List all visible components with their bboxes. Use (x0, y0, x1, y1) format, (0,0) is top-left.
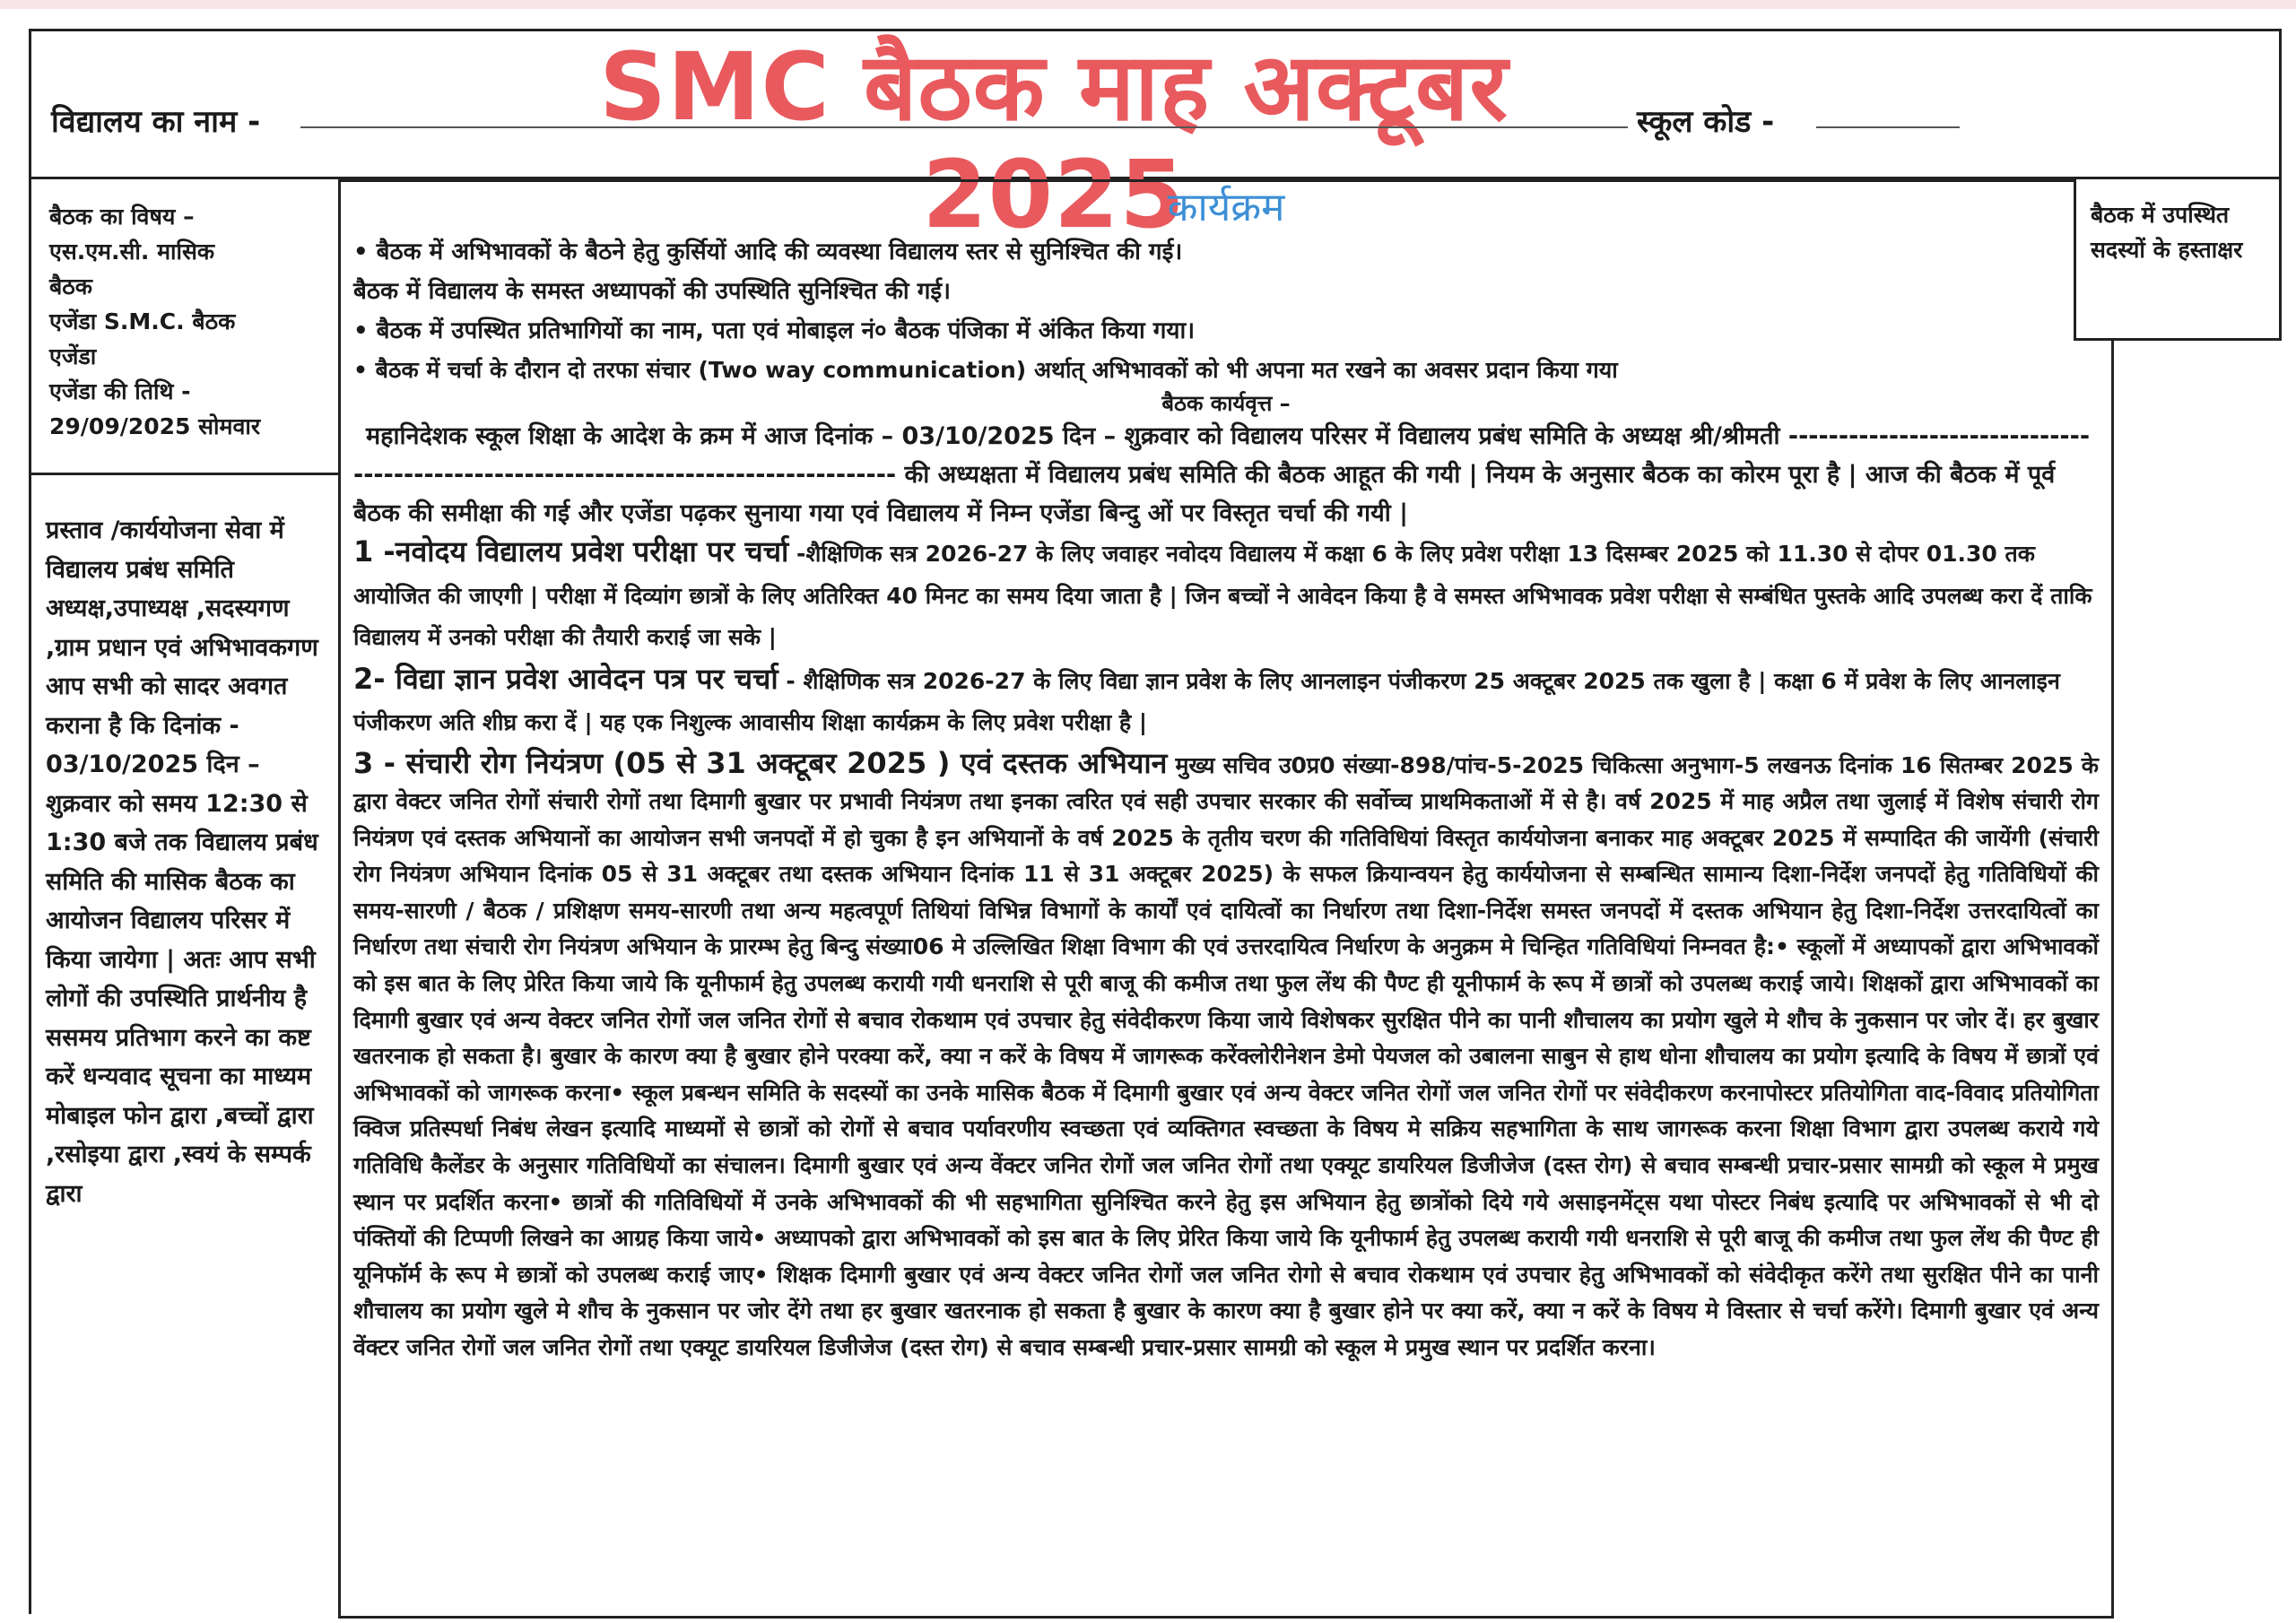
programme-heading: कार्यक्रम (1167, 185, 1285, 230)
left-column (29, 179, 338, 1614)
page-title: SMC बैठक माह अक्टूबर 2025 (599, 32, 1509, 249)
agenda-date: 29/09/2025 सोमवार (49, 413, 261, 439)
section-1-title: 1 -नवोदय विद्यालय प्रवेश परीक्षा पर चर्चा (353, 534, 789, 568)
minutes-intro: महानिदेशक स्कूल शिक्षा के आदेश के क्रम में आज दिनांक – 03/10/2025 दिन – शुक्रवार को विद्यालय परिसर में विद्यालय प्रबंध समिति के अध्यक्ष श्री/श्रीमती ------------------------------------------------------------------------------------ की अध्यक्षता में विद्यालय प्रबंध समिति की बैठक आहूत की गयी | नियम के अनुसार बैठक का कोरम पूरा है | आज की बैठक में पूर्व बैठक की समीक्षा की गई और एजेंडा पढ़कर सुनाया गया एवं विद्यालय में निम्न एजेंडा बिन्दु ओं पर विस्तृत चर्चा की गयी | (353, 422, 2091, 527)
signature-column-header: बैठक में उपस्थित सदस्यों के हस्ताक्षर (2074, 179, 2282, 341)
document-page (29, 29, 2282, 1616)
bullet-item: • बैठक में चर्चा के दौरान दो तरफा संचार (Two way communication) अर्थात् अभिभावकों को भी अपना मत रखने का अवसर प्रदान किया गया (353, 357, 1618, 383)
school-name-label: विद्यालय का नाम - (51, 104, 261, 140)
subject-line: एजेंडा की तिथि - (49, 378, 191, 404)
agenda-section-2 (353, 660, 2099, 745)
section-2-body: - शैक्षिणिक सत्र 2026-27 के लिए विद्या ज्ञान प्रवेश के लिए आनलाइन पंजीकरण 25 अक्टूबर 2025 तक खुला है | कक्षा 6 में प्रवेश के लिए आनलाइन पंजीकरण अति शीघ्र करा दें | यह एक निशुल्क आवासीय शिक्षा कार्यक्रम के लिए प्रवेश परीक्षा है | (353, 667, 2060, 735)
section-1-body: -शैक्षिणिक सत्र 2026-27 के लिए जवाहर नवोदय विद्यालय में कक्षा 6 के लिए प्रवेश परीक्षा 13 दिसम्बर 2025 को 11.30 से दोपर 01.30 तक आयोजित की जाएगी | परीक्षा में दिव्यांग छात्रों के लिए अतिरिक्त 40 मिनट का समय दिया जाता है | जिन बच्चों ने आवेदन किया है वे समस्त अभिभावक प्रवेश परीक्षा से सम्बंधित पुस्तके आदि उपलब्ध करा दें ताकि विद्यालय में उनको परीक्षा की तैयारी कराई जा सके | (353, 541, 2092, 650)
subject-line: एजेंडा (49, 343, 97, 369)
subject-line: एस.एम.सी. मासिक (49, 239, 215, 265)
subject-line: एजेंडा S.M.C. बैठक (49, 308, 236, 334)
agenda-section-3 (353, 745, 2099, 1367)
school-code-label: स्कूल कोड - (1637, 104, 1775, 140)
section-2-title: 2- विद्या ज्ञान प्रवेश आवेदन पत्र पर चर्चा (353, 661, 778, 696)
subject-line: बैठक का विषय – (49, 204, 195, 230)
bullet-item: बैठक में विद्यालय के समस्त अध्यापकों की उपस्थिति सुनिश्चित की गई। (353, 278, 951, 305)
section-3-title: 3 - संचारी रोग नियंत्रण (05 से 31 अक्टूबर 2025 ) एवं दस्तक अभियान (353, 745, 1168, 780)
school-code-blank-line (1816, 126, 1960, 128)
programme-column (338, 179, 2114, 1619)
section-3-body: मुख्य सचिव उ0प्र0 संख्या-898/पांच-5-2025 चिकित्सा अनुभाग-5 लखनऊ दिनांक 16 सितम्बर 2025 के द्वारा वेक्टर जनित रोगों संचारी रोगों तथा दिमागी बुखार पर प्रभावी नियंत्रण तथा इनका त्वरित एवं सही उपचार सरकार की सर्वोच्च प्राथमिकताओं में से है। वर्ष 2025 में माह अप्रैल तथा जुलाई में विशेष संचारी रोग नियंत्रण एवं दस्तक अभियानों का आयोजन सभी जनपदों में हो चुका है इन अभियानों के वर्ष 2025 के तृतीय चरण की गतिविधियां विस्तृत कार्ययोजना बनाकर माह अक्टूबर 2025 में सम्पादित की जायेंगी (संचारी रोग नियंत्रण अभियान दिनांक 05 से 31 अक्टूबर तथा दस्तक अभियान दिनांक 11 से 31 अक्टूबर 2025) के सफल क्रियान्वयन हेतु कार्ययोजना से सम्बन्धित सामान्य दिशा-निर्देश जनपदों हेतु गतिविधियों की समय-सारणी / बैठक / प्रशिक्षण समय-सारणी तथा अन्य महत्वपूर्ण तिथियां विभिन्न विभागों के कार्यों एवं दायित्वों का निर्धारण तथा दिशा-निर्देश समस्त जनपदों में दस्तक अभियान हेतु दिशा-निर्देश उत्तरदायित्वों का निर्धारण तथा संचारी रोग नियंत्रण अभियान के प्रारम्भ हेतु बिन्दु संख्या06 मे उल्लिखित शिक्षा विभाग की एवं उत्तरदायित्व निर्धारण के अनुक्रम मे चिन्हित गतिविधियां निम्नवत है:• स्कूलों में अध्यापकों द्वारा अभिभावकों को इस बात के लिए प्रेरित किया जाये कि यूनीफार्म हेतु उपलब्ध करायी गयी धनराशि से पूरी बाजू की कमीज तथा फुल लेंथ की पैण्ट ही यूनीफार्म के रूप में छात्रों को उपलब्ध कराई जाये। शिक्षकों द्वारा अभिभावकों का दिमागी बुखार एवं अन्य वेक्टर जनित रोगों जल जनित रोगों से बचाव रोकथाम एवं उपचार हेतु संवेदीकरण किया जाये विशेषकर सुरक्षित पीने का पानी शौचालय का प्रयोग खुले मे शौच के नुकसान पर जोर दें। हर बुखार खतरनाक हो सकता है। बुखार के कारण क्या है बुखार होने परक्या करें, क्या न करें के विषय में जागरूक करेंक्लोरीनेशन डेमो पेयजल को उबालना साबुन से हाथ धोना शौचालय का प्रयोग इत्यादि के विषय में छात्रों एवं अभिभावकों को जागरूक करना• स्कूल प्रबन्धन समिति के सदस्यों का उनके मासिक बैठक में दिमागी बुखार एवं अन्य वेक्टर जनित रोगों जल जनित रोगों पर संवेदीकरण करनापोस्टर प्रतियोगिता वाद-विवाद प्रतियोगिता क्विज प्रतिस्पर्धा निबंध लेखन इत्यादि माध्यमों से छात्रों को रोगों से बचाव पर्यावरणीय स्वच्छता एवं व्यक्तिगत स्वच्छता के विषय मे सक्रिय सहभागिता के साथ जागरूक करना शिक्षा विभाग द्वारा उपलब्ध कराये गये गतिविधि कैलेंडर के अनुसार गतिविधियों का संचालन। दिमागी बुखार एवं अन्य वेंक्टर जनित रोगों जल जनित रोगों तथा एक्यूट डायरियल डिजीजेज (दस्त रोग) से बचाव सम्बन्धी प्रचार-प्रसार सामग्री को स्कूल मे प्रमुख स्थान पर प्रदर्शित करना• छात्रों की गतिविधियों में उनके अभिभावकों की भी सहभागिता सुनिश्चित करने हेतु इस अभियान हेतु छात्रोंको दिये गये असाइनमेंट्स यथा पोस्टर निबंध इत्यादि पर अभिभावकों से भी दो पंक्तियों की टिप्पणी लिखने का आग्रह किया जाये• अध्यापको द्वारा अभिभावकों को इस बात के लिए प्रेरित किया जाये कि यूनीफार्म हेतु उपलब्ध करायी गयी धनराशि से पूरी बाजू की कमीज तथा फुल लेंथ की पैण्ट ही यूनिफॉर्म के रूप मे छात्रों को उपलब्ध कराई जाए• शिक्षक दिमागी बुखार एवं अन्य वेक्टर जनित रोगों जल जनित रोगो से बचाव रोकथाम एवं उपचार हेतु अभिभावकों को संवेदीकृत करेंगे तथा सुरक्षित पीने का पानी शौचालय का प्रयोग खुले मे शौच के नुकसान पर जोर देंगे तथा हर बुखार खतरनाक हो सकता है बुखार के कारण क्या है बुखार होने पर क्या करें, क्या न करें के विषय मे विस्तार से चर्चा करेंगे। दिमागी बुखार एवं अन्य वेंक्टर जनित रोगों जल जनित रोगों तथा एक्यूट डायरियल डिजीजेज (दस्त रोग) से बचाव सम्बन्धी प्रचार-प्रसार सामग्री को स्कूल मे प्रमुख स्थान पर प्रदर्शित करना। (353, 751, 2100, 1360)
school-name-blank-line (300, 126, 1628, 128)
proposal-invitation-text: प्रस्ताव /कार्ययोजना सेवा में विद्यालय प्रबंध समिति अध्यक्ष,उपाध्यक्ष ,सदस्यगण ,ग्राम प्रधान एवं अभिभावकगण आप सभी को सादर अवगत कराना है कि दिनांक - 03/10/2025 दिन – शुक्रवार को समय 12:30 से 1:30 बजे तक विद्यालय प्रबंध समिति की मासिक बैठक का आयोजन विद्यालय परिसर में किया जायेगा | अतः आप सभी लोगों की उपस्थिति प्रार्थनीय है ससमय प्रतिभाग करने का कष्ट करें धन्यवाद सूचना का माध्यम मोबाइल फोन द्वारा ,बच्चों द्वारा ,रसोइया द्वारा ,स्वयं के सम्पर्क द्वारा (46, 516, 318, 1208)
bullet-item: • बैठक में अभिभावकों के बैठने हेतु कुर्सियों आदि की व्यवस्था विद्यालय स्तर से सुनिश्चित की गई। (353, 239, 1183, 265)
minutes-title: बैठक कार्यवृत्त – (1161, 391, 1291, 416)
bullet-item: • बैठक में उपस्थित प्रतिभागियों का नाम, पता एवं मोबाइल नं० बैठक पंजिका में अंकित किया गया। (353, 317, 1196, 344)
agenda-section-1 (353, 533, 2099, 660)
top-strip (0, 0, 2296, 9)
subject-line: बैठक (49, 273, 93, 299)
meeting-subject-box (31, 179, 341, 475)
